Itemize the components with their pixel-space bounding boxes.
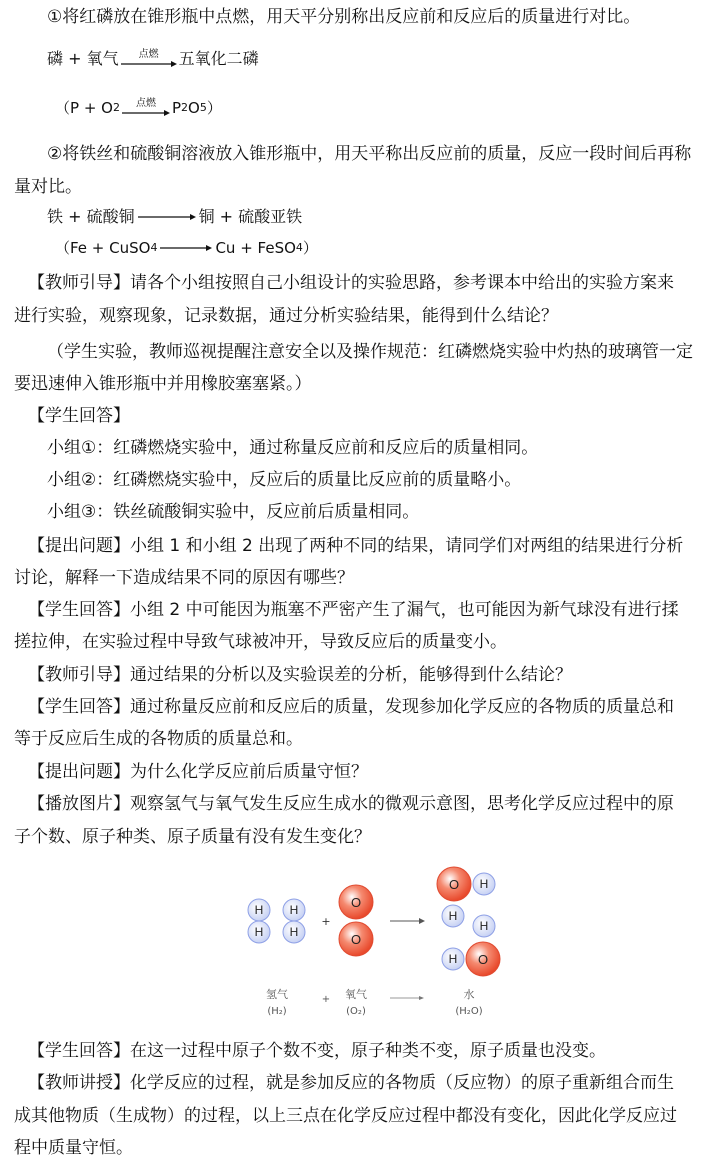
h-atom-label: H — [448, 952, 458, 966]
eq-formula-right: Cu + FeSO — [215, 239, 296, 257]
equation-formula-phosphorus — [55, 97, 222, 119]
h-atom-label: H — [448, 909, 458, 923]
h-atom-label: H — [254, 925, 264, 939]
arrow-right-icon — [122, 109, 170, 117]
o-atom-label: O — [477, 952, 489, 967]
paragraph-student-answer-3-cont: 等于反应后生成的各物质的质量总和。 — [14, 729, 303, 749]
paragraph-student-answer-3: 【学生回答】通过称量反应前和反应后的质量，发现参加化学反应的各物质的质量总和 — [28, 697, 674, 717]
paragraph-teacher-lecture: 【教师讲授】化学反应的过程，就是参加反应的各物质（反应物）的原子重新组合而生 — [28, 1073, 674, 1093]
group-3-answer: 小组③：铁丝硫酸铜实验中，反应前后质量相同。 — [47, 502, 420, 522]
formula-water: (H₂O) — [455, 1006, 483, 1017]
label-water: 水 — [463, 988, 475, 1001]
subscript: 2 — [112, 101, 120, 114]
eq-reactants: 铁 + 硫酸铜 — [47, 207, 135, 226]
reaction-arrow — [122, 99, 170, 117]
paragraph-show-picture: 【播放图片】观察氢气与氧气发生反应生成水的微观示意图，思考化学反应过程中的原 — [28, 794, 674, 814]
o2-molecule — [339, 885, 373, 956]
h-atom-label: H — [289, 903, 299, 917]
condition-label: 点燃 — [138, 49, 159, 60]
arrow-right-icon — [160, 243, 212, 253]
h-atom-label: H — [479, 919, 489, 933]
equation-word-phosphorus — [47, 48, 259, 70]
eq-formula-element: P — [171, 99, 182, 117]
h-atom-label: H — [254, 903, 264, 917]
group-1-answer: 小组①：红磷燃烧实验中，通过称量反应前和反应后的质量相同。 — [47, 438, 539, 458]
equation-word-iron — [47, 206, 302, 228]
paragraph-step-2: ②将铁丝和硫酸铜溶液放入锥形瓶中，用天平称出反应前的质量，反应一段时间后再称 — [47, 144, 692, 164]
h-atom-label: H — [289, 925, 299, 939]
subscript: 4 — [295, 241, 303, 254]
o-atom-label: O — [350, 895, 362, 910]
h-atom-label: H — [479, 877, 489, 891]
eq-products: 铜 + 硫酸亚铁 — [198, 207, 303, 226]
paragraph-question-1-cont: 讨论，解释一下造成结果不同的原因有哪些？ — [14, 568, 354, 588]
eq-formula-element: O — [188, 99, 200, 117]
subscript: 4 — [150, 241, 158, 254]
subscript: 2 — [181, 101, 189, 114]
equation-formula-iron — [55, 237, 318, 259]
formula-hydrogen: (H₂) — [267, 1006, 287, 1017]
paragraph-student-answer-4: 【学生回答】在这一过程中原子个数不变，原子种类不变，原子质量也没变。 — [28, 1041, 606, 1061]
label-oxygen: 氧气 — [345, 988, 367, 1001]
reaction-arrow — [121, 50, 177, 68]
paragraph-student-answer-2: 【学生回答】小组 2 中可能因为瓶塞不严密产生了漏气，也可能因为新气球没有进行揉 — [28, 600, 679, 620]
o-atom-label: O — [448, 877, 460, 892]
subscript: 5 — [199, 101, 207, 114]
h2-molecule — [283, 899, 305, 943]
eq-formula-left: （Fe + CuSO — [55, 239, 151, 257]
condition-label: 点燃 — [135, 98, 156, 109]
paragraph-show-picture-cont: 子个数、原子种类、原子质量有没有发生变化？ — [14, 827, 371, 847]
arrow-right-icon — [121, 60, 177, 68]
eq-products: 五氧化二磷 — [178, 49, 259, 68]
water-formation-diagram — [235, 862, 515, 1027]
paragraph-question-1: 【提出问题】小组 1 和小组 2 出现了两种不同的结果，请同学们对两组的结果进行分析 — [28, 536, 684, 556]
paragraph-teacher-lecture-cont: 成其他物质（生成物）的过程，以上三点在化学反应过程中都没有变化，因此化学反应过 — [14, 1106, 677, 1126]
paragraph-student-answer-2-cont: 搓拉伸，在实验过程中导致气球被冲开，导致反应后的质量变小。 — [14, 632, 507, 652]
paragraph-step-1: ①将红磷放在锥形瓶中点燃，用天平分别称出反应前和反应后的质量进行对比。 — [47, 7, 641, 27]
paragraph-teacher-guide-1-cont: 进行实验，观察现象，记录数据，通过分析实验结果，能得到什么结论？ — [14, 306, 558, 326]
eq-formula-right: ） — [206, 99, 222, 117]
arrow-right-icon — [390, 918, 425, 924]
paragraph-student-experiment-cont: 要迅速伸入锥形瓶中并用橡胶塞塞紧。） — [14, 374, 312, 394]
h2-molecule — [248, 899, 270, 943]
plus-sign: + — [321, 915, 331, 928]
paragraph-student-experiment: （学生实验，教师巡视提醒注意安全以及操作规范：红磷燃烧实验中灼热的玻璃管一定 — [47, 342, 693, 362]
o-atom-label: O — [350, 932, 362, 947]
formula-oxygen: (O₂) — [346, 1006, 366, 1017]
heading-student-answer: 【学生回答】 — [28, 406, 130, 426]
eq-formula-close: ） — [302, 239, 318, 257]
arrow-right-icon — [138, 212, 196, 222]
group-2-answer: 小组②：红磷燃烧实验中，反应后的质量比反应前的质量略小。 — [47, 470, 522, 490]
paragraph-question-2: 【提出问题】为什么化学反应前后质量守恒？ — [28, 762, 368, 782]
paragraph-teacher-guide-2: 【教师引导】通过结果的分析以及实验误差的分析，能够得到什么结论？ — [28, 665, 572, 685]
arrow-right-icon — [390, 996, 424, 1000]
eq-reactants: 磷 + 氧气 — [47, 49, 119, 68]
paragraph-teacher-guide-1: 【教师引导】请各个小组按照自己小组设计的实验思路，参考课本中给出的实验方案来 — [28, 273, 674, 293]
eq-formula-left: （P + O — [55, 99, 113, 117]
paragraph-step-2-cont: 量对比。 — [14, 177, 82, 197]
plus-sign: + — [321, 994, 331, 1005]
paragraph-teacher-lecture-end: 程中质量守恒。 — [14, 1138, 133, 1158]
label-hydrogen: 氢气 — [266, 988, 288, 1001]
